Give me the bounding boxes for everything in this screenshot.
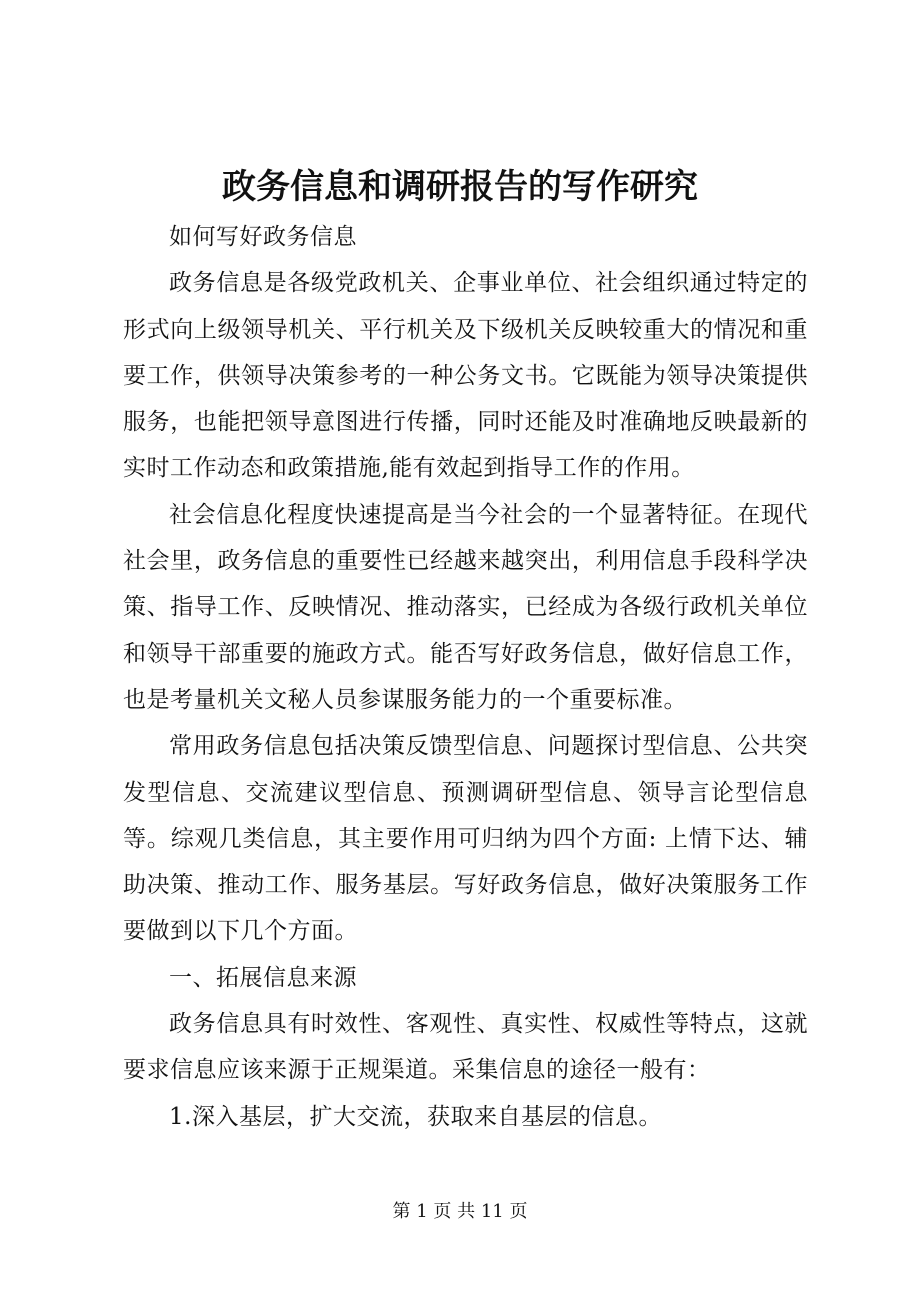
page-number: 第 1 页 共 11 页	[392, 1201, 528, 1222]
list-item: 1.深入基层，扩大交流，获取来自基层的信息。	[169, 1103, 662, 1130]
paragraph: 政务信息具有时效性、客观性、真实性、权威性等特点，这就要求信息应该来源于正规渠道。采集信息的途径一般有：	[123, 1011, 808, 1084]
page-footer	[0, 1198, 920, 1226]
paragraph: 常用政务信息包括决策反馈型信息、问题探讨型信息、公共突发型信息、交流建议型信息、预测调研型信息、领导言论型信息等。综观几类信息，其主要作用可归纳为四个方面: 上情下达、辅助决策、推动工作、服务基层。写好政务信息，做好决策服务工作要做到以下几个方面。	[123, 733, 808, 945]
paragraph: 政务信息是各级党政机关、企事业单位、社会组织通过特定的形式向上级领导机关、平行机关及下级机关反映较重大的情况和重要工作，供领导决策参考的一种公务文书。它既能为领导决策提供服务，也能把领导意图进行传播，同时还能及时准确地反映最新的实时工作动态和政策措施,能有效起到指导工作的作用。	[123, 270, 808, 482]
section-heading: 一、拓展信息来源	[169, 964, 357, 991]
section-heading: 如何写好政务信息	[169, 224, 357, 250]
document-body	[123, 214, 808, 1140]
paragraph: 社会信息化程度快速提高是当今社会的一个显著特征。在现代社会里，政务信息的重要性已经越来越突出，利用信息手段科学决策、指导工作、反映情况、推动落实，已经成为各级行政机关单位和领导干部重要的施政方式。能否写好政务信息，做好信息工作，也是考量机关文秘人员参谋服务能力的一个重要标准。	[123, 501, 808, 713]
document-title: 政务信息和调研报告的写作研究	[222, 167, 698, 207]
